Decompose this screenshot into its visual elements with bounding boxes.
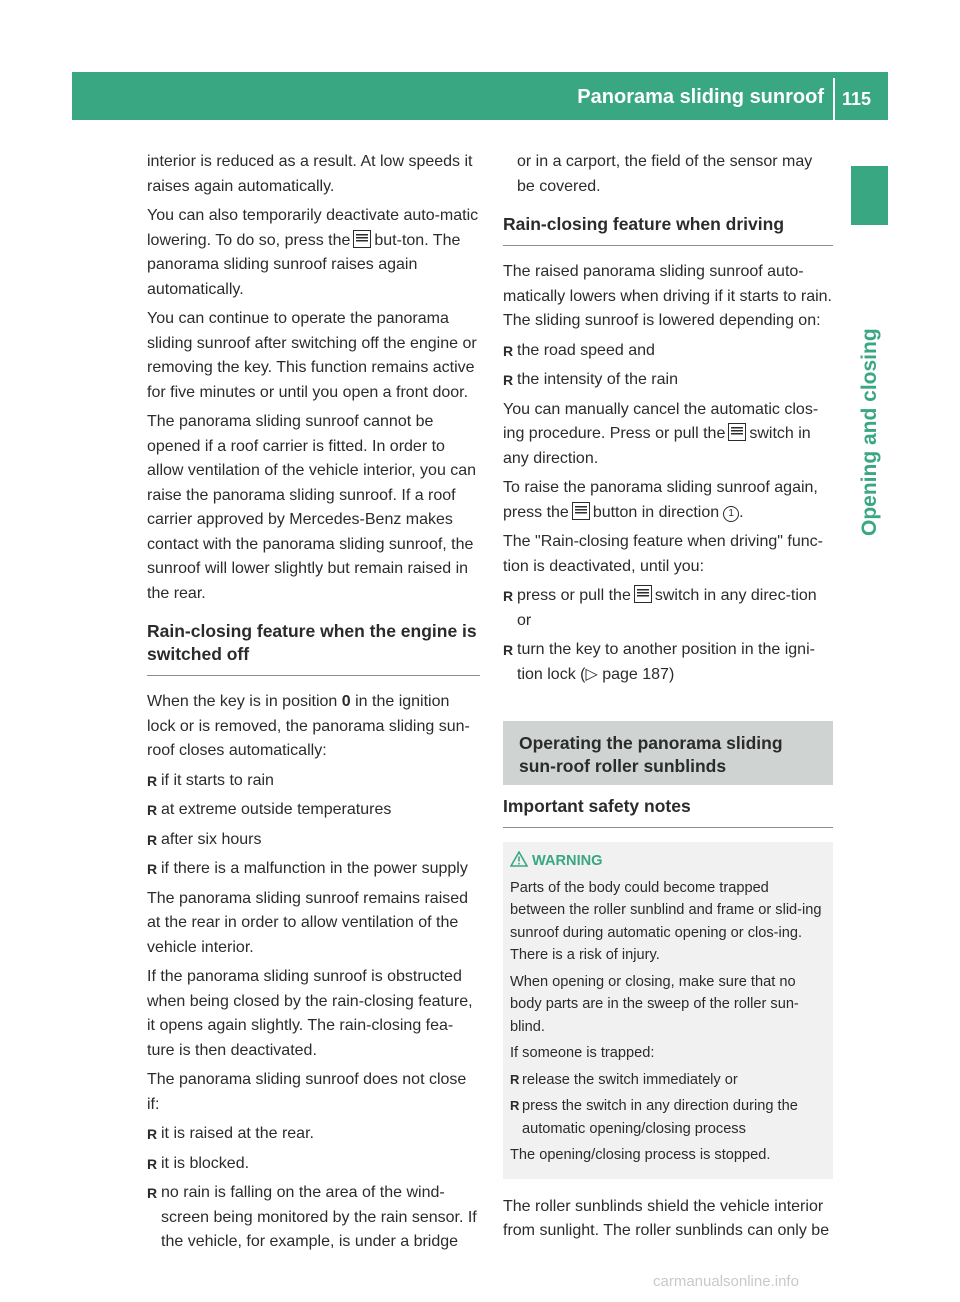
list-item-text: or in a carport, the field of the sensor may be covered. [517, 153, 813, 195]
roof-switch-icon [634, 585, 652, 603]
list-item [147, 828, 480, 853]
list-item-continued [503, 150, 833, 199]
list-item [503, 339, 833, 364]
paragraph-text: in the ignition lock or is removed, the panorama sliding sun-roof closes automatically: [147, 693, 470, 759]
list-item [503, 368, 833, 393]
paragraph: You can continue to operate the panorama sliding sunroof after switching off the engine or removing the key. This function remains active for five minutes or until you open a front door. [147, 310, 477, 401]
paragraph: interior is reduced as a result. At low speeds it raises again automatically. [147, 153, 473, 195]
header-divider [833, 78, 835, 120]
bullet-icon: R [510, 1098, 520, 1113]
bullet-icon: R [503, 588, 514, 604]
list-item-text: it is blocked. [161, 1154, 250, 1172]
roof-switch-icon [572, 502, 590, 520]
list-item [147, 1181, 480, 1255]
paragraph: The "Rain-closing feature when driving" func-tion is deactivated, until you: [503, 533, 823, 575]
right-column [503, 150, 833, 1249]
paragraph-text: When the key is in position [147, 693, 342, 710]
list-item [147, 1122, 480, 1147]
paragraph-text: switch in any direction. [503, 425, 811, 467]
paragraph [503, 476, 833, 525]
list-item-text: no rain is falling on the area of the wind-screen being monitored by the rain sensor. If the vehicle, for example, is under a bridge [161, 1184, 477, 1250]
warning-header [510, 850, 825, 873]
list-item-text: release the switch immediately or [522, 1071, 738, 1088]
paragraph-text: You can manually cancel the automatic clos-ing procedure. Press or pull the [503, 400, 819, 442]
warning-triangle-icon [510, 851, 528, 867]
paragraph: If the panorama sliding sunroof is obstructed when being closed by the rain-closing feature, it opens again slightly. The rain-closing fea-ture is then deactivated. [147, 968, 473, 1059]
list-item-text: if it starts to rain [161, 771, 274, 789]
list-item-text: if there is a malfunction in the power supply [161, 860, 468, 877]
paragraph: The roller sunblinds shield the vehicle interior from sunlight. The roller sunblinds can only be [503, 1197, 830, 1239]
page-reference-link[interactable]: turn the key to another position in the igni-tion lock (▷ page 187) [517, 641, 815, 683]
list-item [503, 584, 833, 633]
warning-title: WARNING [532, 853, 603, 869]
paragraph: The panorama sliding sunroof remains raised at the rear in order to allow ventilation of the vehicle interior. [147, 889, 469, 956]
warning-text: Parts of the body could become trapped between the roller sunblind and frame or slid-ing sunroof during automatic opening or clos-ing. There is a risk of injury. [510, 879, 822, 963]
bullet-icon: R [147, 802, 158, 818]
paragraph: The raised panorama sliding sunroof auto-matically lowers when driving if it starts to rain. The sliding sunroof is lowered depending on: [503, 263, 832, 329]
paragraph-text: To raise the panorama sliding sunroof again, press the [503, 479, 818, 521]
bullet-icon: R [147, 1185, 158, 1201]
list-item-text: press the switch in any direction during the automatic opening/closing process [522, 1098, 798, 1137]
direction-1-icon: 1 [723, 506, 739, 522]
warning-text: The opening/closing process is stopped. [510, 1147, 771, 1163]
warning-list-item [510, 1095, 825, 1140]
warning-text: If someone is trapped: [510, 1045, 655, 1061]
bullet-icon: R [503, 372, 514, 388]
paragraph: The panorama sliding sunroof does not close if: [147, 1071, 467, 1113]
paragraph [147, 690, 480, 764]
bullet-icon: R [147, 861, 158, 877]
running-title: Panorama sliding sunroof [577, 86, 824, 108]
warning-text: When opening or closing, make sure that no body parts are in the sweep of the roller sun-blind. [510, 973, 799, 1035]
list-item-text: at extreme outside temperatures [161, 801, 392, 818]
list-item-text: the road speed and [517, 341, 655, 359]
list-item [147, 798, 480, 823]
warning-box [503, 842, 833, 1179]
list-item-text: the intensity of the rain [517, 371, 678, 388]
list-item-text: press or pull the [517, 587, 631, 604]
list-item [147, 857, 480, 882]
section-title-box: Operating the panorama sliding sun-roof roller sunblinds [503, 721, 833, 785]
paragraph [147, 204, 480, 302]
paragraph: The panorama sliding sunroof cannot be opened if a roof carrier is fitted. In order to allow ventilation of the vehicle interior, you can raise the panorama sliding sunroof. If a roof carrier approved by Mercedes-Benz makes contact with the panorama sliding sunroof, the sunroof will lower slightly but remain raised in the rear. [147, 413, 477, 602]
bullet-icon: R [503, 642, 514, 658]
list-item-text: switch in any direc-tion or [517, 587, 817, 629]
bullet-icon: R [503, 342, 514, 359]
roof-switch-icon [353, 230, 371, 248]
watermark: carmanualsonline.info [653, 1273, 799, 1290]
list-item-text: it is raised at the rear. [161, 1125, 314, 1142]
list-item [147, 769, 480, 794]
bullet-icon: R [147, 1155, 158, 1172]
paragraph-text: but-ton. The panorama sliding sunroof raises again automatically. [147, 231, 461, 298]
page-number: 115 [842, 89, 872, 109]
chapter-tab [851, 166, 888, 225]
warning-list-item [510, 1069, 825, 1092]
list-item [147, 1152, 480, 1177]
bullet-icon: R [147, 831, 158, 848]
list-item [503, 638, 833, 687]
bullet-icon: R [510, 1071, 520, 1087]
paragraph [503, 398, 833, 472]
section-heading: Rain-closing feature when the engine is switched off [147, 620, 480, 676]
left-column [147, 150, 480, 1260]
key-position: 0 [341, 693, 351, 710]
paragraph-text: button in direction [592, 503, 720, 521]
section-heading: Rain-closing feature when driving [503, 213, 833, 246]
bullet-icon: R [147, 1126, 158, 1142]
bullet-icon: R [147, 772, 158, 789]
list-item-text: after six hours [161, 830, 262, 848]
paragraph-text: . [739, 503, 744, 521]
chapter-label: Opening and closing [858, 328, 881, 536]
roof-switch-icon [728, 423, 746, 441]
section-heading: Important safety notes [503, 795, 833, 828]
paragraph-text: You can also temporarily deactivate auto-matic lowering. To do so, press the [147, 207, 479, 249]
